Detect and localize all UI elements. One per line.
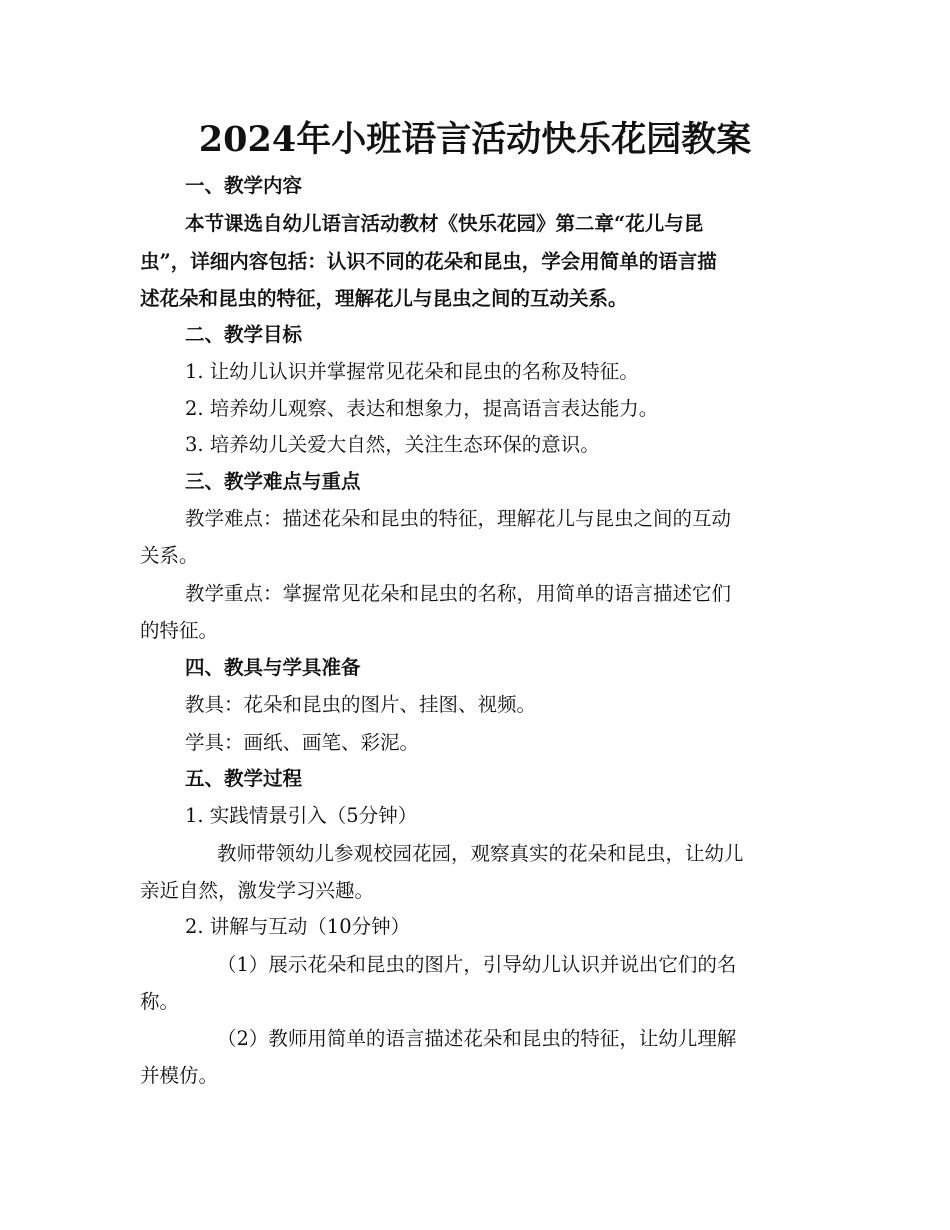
- section-heading-difficulties: 三、教学难点与重点: [185, 470, 361, 493]
- section-heading-process: 五、教学过程: [185, 767, 303, 790]
- section-heading-goals: 二、教学目标: [185, 323, 303, 346]
- paragraph-line: 教具：花朵和昆虫的图片、挂图、视频。: [185, 693, 537, 716]
- paragraph-line: 称。: [140, 990, 180, 1013]
- paragraph-line: 学具：画纸、画笔、彩泥。: [185, 731, 420, 754]
- paragraph-line: 虫”，详细内容包括：认识不同的花朵和昆虫，学会用简单的语言描: [140, 250, 717, 273]
- paragraph-line: 教学重点：掌握常见花朵和昆虫的名称，用简单的语言描述它们: [185, 582, 732, 605]
- list-item: 1. 实践情景引入（5分钟）: [185, 804, 418, 827]
- list-item: 3. 培养幼儿关爱大自然，关注生态环保的意识。: [185, 433, 600, 456]
- section-heading-content: 一、教学内容: [185, 174, 303, 197]
- paragraph-line: 亲近自然，激发学习兴趣。: [140, 879, 375, 902]
- paragraph-line: 述花朵和昆虫的特征，理解花儿与昆虫之间的互动关系。: [140, 287, 628, 310]
- section-heading-materials: 四、教具与学具准备: [185, 656, 361, 679]
- paragraph-line: 教师带领幼儿参观校园花园，观察真实的花朵和昆虫，让幼儿: [217, 842, 744, 865]
- paragraph-line: （2）教师用简单的语言描述花朵和昆虫的特征，让幼儿理解: [217, 1027, 737, 1050]
- list-item: 2. 培养幼儿观察、表达和想象力，提高语言表达能力。: [185, 397, 659, 420]
- paragraph-line: 教学难点：描述花朵和昆虫的特征，理解花儿与昆虫之间的互动: [185, 507, 732, 530]
- paragraph-line: （1）展示花朵和昆虫的图片，引导幼儿认识并说出它们的名: [217, 953, 737, 976]
- paragraph-line: 本节课选自幼儿语言活动教材《快乐花园》第二章“花儿与昆: [185, 212, 704, 235]
- list-item: 2. 讲解与互动（10分钟）: [185, 915, 411, 938]
- list-item: 1. 让幼儿认识并掌握常见花朵和昆虫的名称及特征。: [185, 360, 639, 383]
- paragraph-line: 的特征。: [140, 619, 219, 642]
- paragraph-line: 关系。: [140, 544, 199, 567]
- document-title: 2024年小班语言活动快乐花园教案: [198, 119, 752, 160]
- paragraph-line: 并模仿。: [140, 1064, 219, 1087]
